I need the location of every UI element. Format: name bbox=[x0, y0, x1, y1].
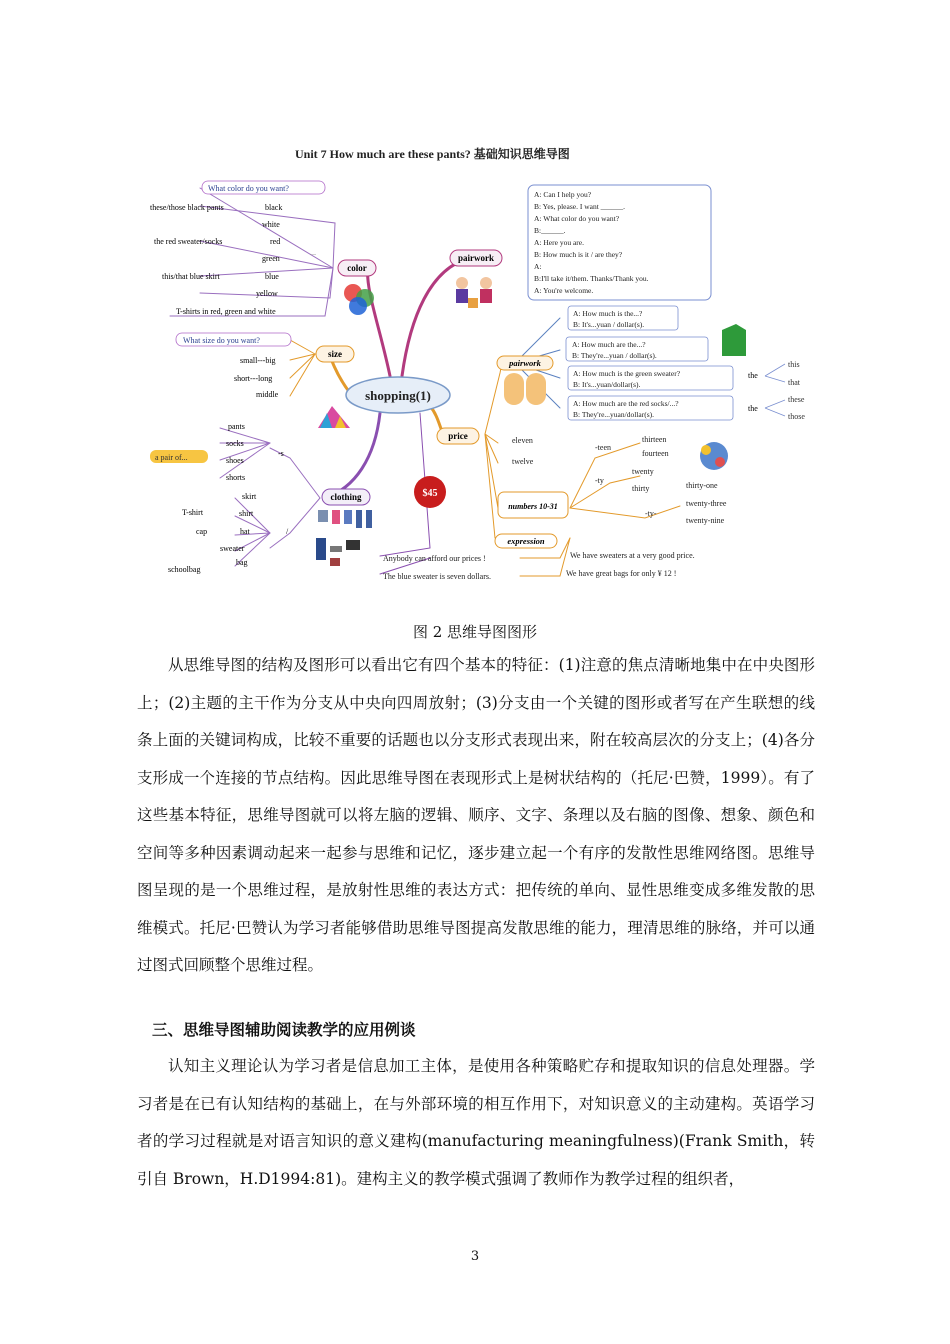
the-label: the bbox=[748, 371, 758, 380]
clothing-left-item: schoolbag bbox=[168, 565, 201, 574]
branch-expression: expression bbox=[507, 536, 545, 546]
expression-sentence: We have sweaters at a very good price. bbox=[570, 551, 695, 560]
faces-picture-icon bbox=[504, 373, 546, 405]
suffix-teen: -teen bbox=[595, 443, 611, 452]
page-number: 3 bbox=[470, 1249, 480, 1264]
paragraph-cognitivism bbox=[137, 1048, 815, 1198]
dialogue-line: A: Here you are. bbox=[534, 238, 584, 247]
branch-size: size bbox=[328, 349, 342, 359]
dialogue-line: B:______. bbox=[534, 226, 566, 235]
dialogue-line: A: You're welcome. bbox=[534, 286, 594, 295]
price-tag-label: $45 bbox=[422, 488, 438, 499]
expression-sentence: We have great bags for only ¥ 12 ! bbox=[566, 569, 677, 578]
color-phrase: this/that blue skirt bbox=[162, 272, 220, 281]
size-item: small---big bbox=[240, 356, 276, 365]
price-dialogue-line: B: They're...yuan / dollar(s). bbox=[572, 351, 657, 360]
dialogue-line: A: Can I help you? bbox=[534, 190, 592, 199]
size-question: What size do you want? bbox=[183, 336, 260, 345]
demo-word: that bbox=[788, 378, 800, 387]
section-heading: 三、思维导图辅助阅读教学的应用例谈 bbox=[152, 1021, 416, 1039]
number-word: eleven bbox=[512, 436, 533, 445]
umbrella-icon bbox=[318, 406, 350, 428]
price-dialogue-line: B: They're...yuan/dollar(s). bbox=[573, 410, 654, 419]
pair-of-label: a pair of... bbox=[155, 453, 188, 462]
demo-word: this bbox=[788, 360, 800, 369]
figure-caption: 图 2 思维导图图形 bbox=[412, 623, 538, 641]
branch-clothing: clothing bbox=[330, 492, 362, 502]
figure-title: Unit 7 How much are these pants? 基础知识思维导图 bbox=[295, 147, 570, 161]
price-dialogue-line: A: How much is the...? bbox=[573, 309, 643, 318]
numbers-toy-icon bbox=[700, 442, 728, 470]
number-word: twenty-three bbox=[686, 499, 727, 508]
color-question: What color do you want? bbox=[208, 184, 289, 193]
paragraph-mindmap-features bbox=[137, 647, 815, 985]
paragraph-text: 从思维导图的结构及图形可以看出它有四个基本的特征：(1)注意的焦点清晰地集中在中央图形上；(2)主题的主干作为分支从中央向四周放射；(3)分支由一个关键的图形或者写在产生联想的线条上面的关键词构成，比较不重要的话题也以分支形式表现出来，附在较高层次的分支上；(4)各分支形成一个连接的节点结构。因此思维导图在表现形式上是树状结构的（托尼·巴赞，1999）。有了这些基本特征，思维导图就可以将左脑的逻辑、顺序、文字、条理以及右脑的图像、想象、颜色和空间等多种因素调动起来一起参与思维和记忆，逐步建立起一个有序的发散性思维网络图。思维导图呈现的是一个思维过程，是放射性思维的表达方式：把传统的单向、显性思维变成多维发散的思维模式。托尼·巴赞认为学习者能够借助思维导图提高发散思维的能力，理清思维的脉络，并可以通过图式回顾整个思维过程。 bbox=[137, 656, 815, 974]
clothing-item: sweater bbox=[220, 544, 245, 553]
clothing-item: shirt bbox=[239, 509, 254, 518]
number-word: twelve bbox=[512, 457, 534, 466]
number-word: thirteen bbox=[642, 435, 667, 444]
clothing-s-item: shoes bbox=[226, 456, 244, 465]
the-label: the bbox=[748, 404, 758, 413]
color-phrase: T-shirts in red, green and white bbox=[176, 307, 276, 316]
color-dots: ... bbox=[310, 248, 316, 257]
suffix-ty: -ty bbox=[595, 476, 604, 485]
clothing-item: skirt bbox=[242, 492, 257, 501]
clothing-slash: / bbox=[286, 527, 289, 536]
clothing-item: bag bbox=[236, 558, 248, 567]
demo-word: those bbox=[788, 412, 805, 421]
branch-line-color bbox=[368, 268, 390, 376]
clothing-item: hat bbox=[240, 527, 250, 536]
color-phrase: the red sweater/socks bbox=[154, 237, 223, 246]
clothing-left-item: T-shirt bbox=[182, 508, 204, 517]
color-item: black bbox=[265, 203, 283, 212]
number-word: twenty-nine bbox=[686, 516, 725, 525]
price-dialogue-line: B: It's...yuan/dollar(s). bbox=[573, 380, 641, 389]
number-word: twenty bbox=[632, 467, 654, 476]
paragraph-text: 认知主义理论认为学习者是信息加工主体，是使用各种策略贮存和提取知识的信息处理器。学习者是在已有认知结构的基础上，在与外部环境的相互作用下，对知识意义的主动建构。英语学习者的学习过程就是对语言知识的意义建构(manufacturing meaningfulness)(Frank Smith，转引自 Brown，H.D1994:81)。建构主义的教学模式强调了教师作为教学过程的组织者， bbox=[137, 1057, 815, 1188]
branch-line-pairwork bbox=[402, 258, 470, 376]
size-item: middle bbox=[256, 390, 279, 399]
clothes-pictures-icon bbox=[316, 510, 372, 566]
number-word: thirty bbox=[632, 484, 650, 493]
branch-price: price bbox=[448, 431, 468, 441]
suffix-ty2: -ty- bbox=[645, 509, 657, 518]
dialogue-line: B: Yes, please. I want ______. bbox=[534, 202, 626, 211]
mind-map-figure bbox=[140, 138, 824, 588]
clothing-s-note: -s bbox=[278, 449, 284, 458]
clothing-left-item: cap bbox=[196, 527, 208, 536]
branch-color: color bbox=[347, 263, 367, 273]
color-item: yellow bbox=[256, 289, 278, 298]
number-word: thirty-one bbox=[686, 481, 718, 490]
color-phrase: these/those black pants bbox=[150, 203, 224, 212]
dialogue-line: B:I'll take it/them. Thanks/Thank you. bbox=[534, 274, 649, 283]
color-item: blue bbox=[265, 272, 279, 281]
price-dialogue-line: A: How much are the...? bbox=[572, 340, 646, 349]
price-dialogue-line: B: It's...yuan / dollar(s). bbox=[573, 320, 645, 329]
branch-pairwork-price: pairwork bbox=[509, 358, 541, 368]
expression-sentence: The blue sweater is seven dollars. bbox=[383, 572, 491, 581]
clothing-s-item: pants bbox=[228, 422, 245, 431]
branch-numbers: numbers 10-31 bbox=[508, 502, 558, 511]
demo-word: these bbox=[788, 395, 805, 404]
number-word: fourteen bbox=[642, 449, 669, 458]
price-dialogue-line: A: How much is the green sweater? bbox=[573, 369, 681, 378]
size-item: short---long bbox=[234, 374, 273, 383]
color-item: white bbox=[262, 220, 280, 229]
people-pairwork-icon bbox=[456, 277, 492, 308]
dialogue-line: A: bbox=[534, 262, 542, 271]
color-item: green bbox=[262, 254, 280, 263]
branch-pairwork: pairwork bbox=[458, 253, 494, 263]
price-dialogue-line: A: How much are the red socks/...? bbox=[573, 399, 679, 408]
color-item: red bbox=[270, 237, 281, 246]
clothing-s-item: shorts bbox=[226, 473, 246, 482]
center-label: shopping(1) bbox=[365, 388, 431, 403]
clothing-s-item: socks bbox=[226, 439, 244, 448]
dialogue-line: A: What color do you want? bbox=[534, 214, 620, 223]
expression-sentence: Anybody can afford our prices ! bbox=[383, 554, 486, 563]
green-sweater-icon bbox=[722, 324, 746, 356]
dialogue-line: B: How much is it / are they? bbox=[534, 250, 623, 259]
